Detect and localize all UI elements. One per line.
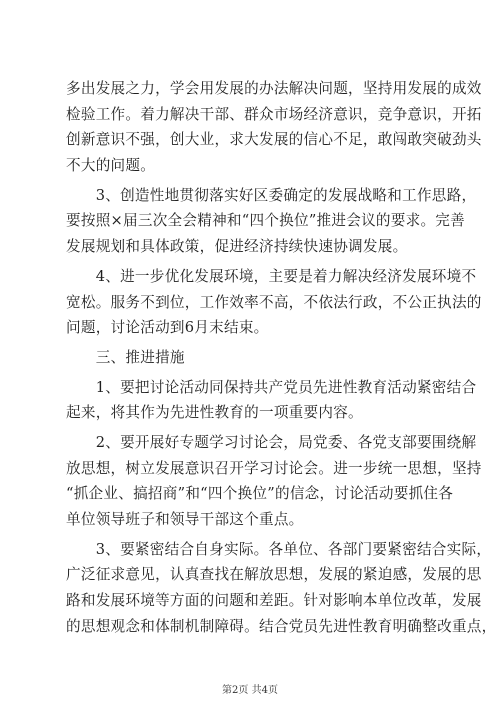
- paragraph-2: [66, 186, 477, 256]
- page-number-footer: 第2页 共4页: [222, 685, 278, 696]
- paragraph-3: [66, 267, 482, 337]
- text-line: 创新意识不强，创大业，求大发展的信心不足，敢闯敢突破劲头: [66, 131, 482, 149]
- text-line: 1、要把讨论活动同保持共产党员先进性教育活动紧密结合: [66, 378, 477, 396]
- text-line: 要按照×届三次全会精神和“四个换位”推进会议的要求。完善: [66, 212, 465, 230]
- text-line: 多出发展之力，学会用发展的办法解决问题，坚持用发展的成效: [66, 80, 482, 97]
- text-line: 发展规划和具体政策，促进经济持续快速协调发展。: [66, 238, 408, 256]
- text-line: 单位领导班子和领导干部这个重点。: [66, 511, 304, 528]
- text-line: “抓企业、搞招商”和“四个换位”的信念，讨论活动要抓住各: [66, 485, 454, 503]
- paragraph-6: [66, 433, 482, 529]
- section-heading: [66, 349, 444, 367]
- text-line: 4、进一步优化发展环境，主要是着力解决经济发展环境不: [66, 267, 477, 285]
- text-line: 3、要紧密结合自身实际。各单位、各部门要紧密结合实际，: [66, 540, 492, 558]
- text-line: 路和发展环境等方面的问题和差距。针对影响本单位改革，发展: [66, 592, 482, 610]
- text-line: 广泛征求意见，认真查找在解放思想，发展的紧迫感，发展的思: [66, 566, 482, 584]
- text-line: 起来，将其作为先进性教育的一项重要内容。: [66, 404, 363, 422]
- text-line: 放思想，树立发展意识召开学习讨论会。进一步统一思想，坚持: [66, 459, 482, 477]
- text-line: 问题，讨论活动到6月末结束。: [66, 319, 269, 337]
- paragraph-1: [66, 80, 482, 175]
- paragraph-5: [66, 378, 477, 423]
- text-line: 的思想观念和体制机制障碍。结合党员先进性教育明确整改重点，: [66, 617, 497, 635]
- section-heading-text: 三、推进措施: [66, 348, 185, 366]
- text-line: 宽松。服务不到位，工作效率不高，不依法行政，不公正执法的: [66, 293, 482, 311]
- paragraph-7: [66, 540, 497, 636]
- text-line: 3、创造性地贯彻落实好区委确定的发展战略和工作思路，: [66, 186, 477, 204]
- document-body: [66, 80, 497, 643]
- text-line: 2、要开展好专题学习讨论会，局党委、各党支部要围绕解: [66, 433, 477, 451]
- text-line: 检验工作。着力解决干部、群众市场经济意识，竞争意识，开拓: [66, 105, 482, 123]
- text-line: 不大的问题。: [66, 157, 156, 175]
